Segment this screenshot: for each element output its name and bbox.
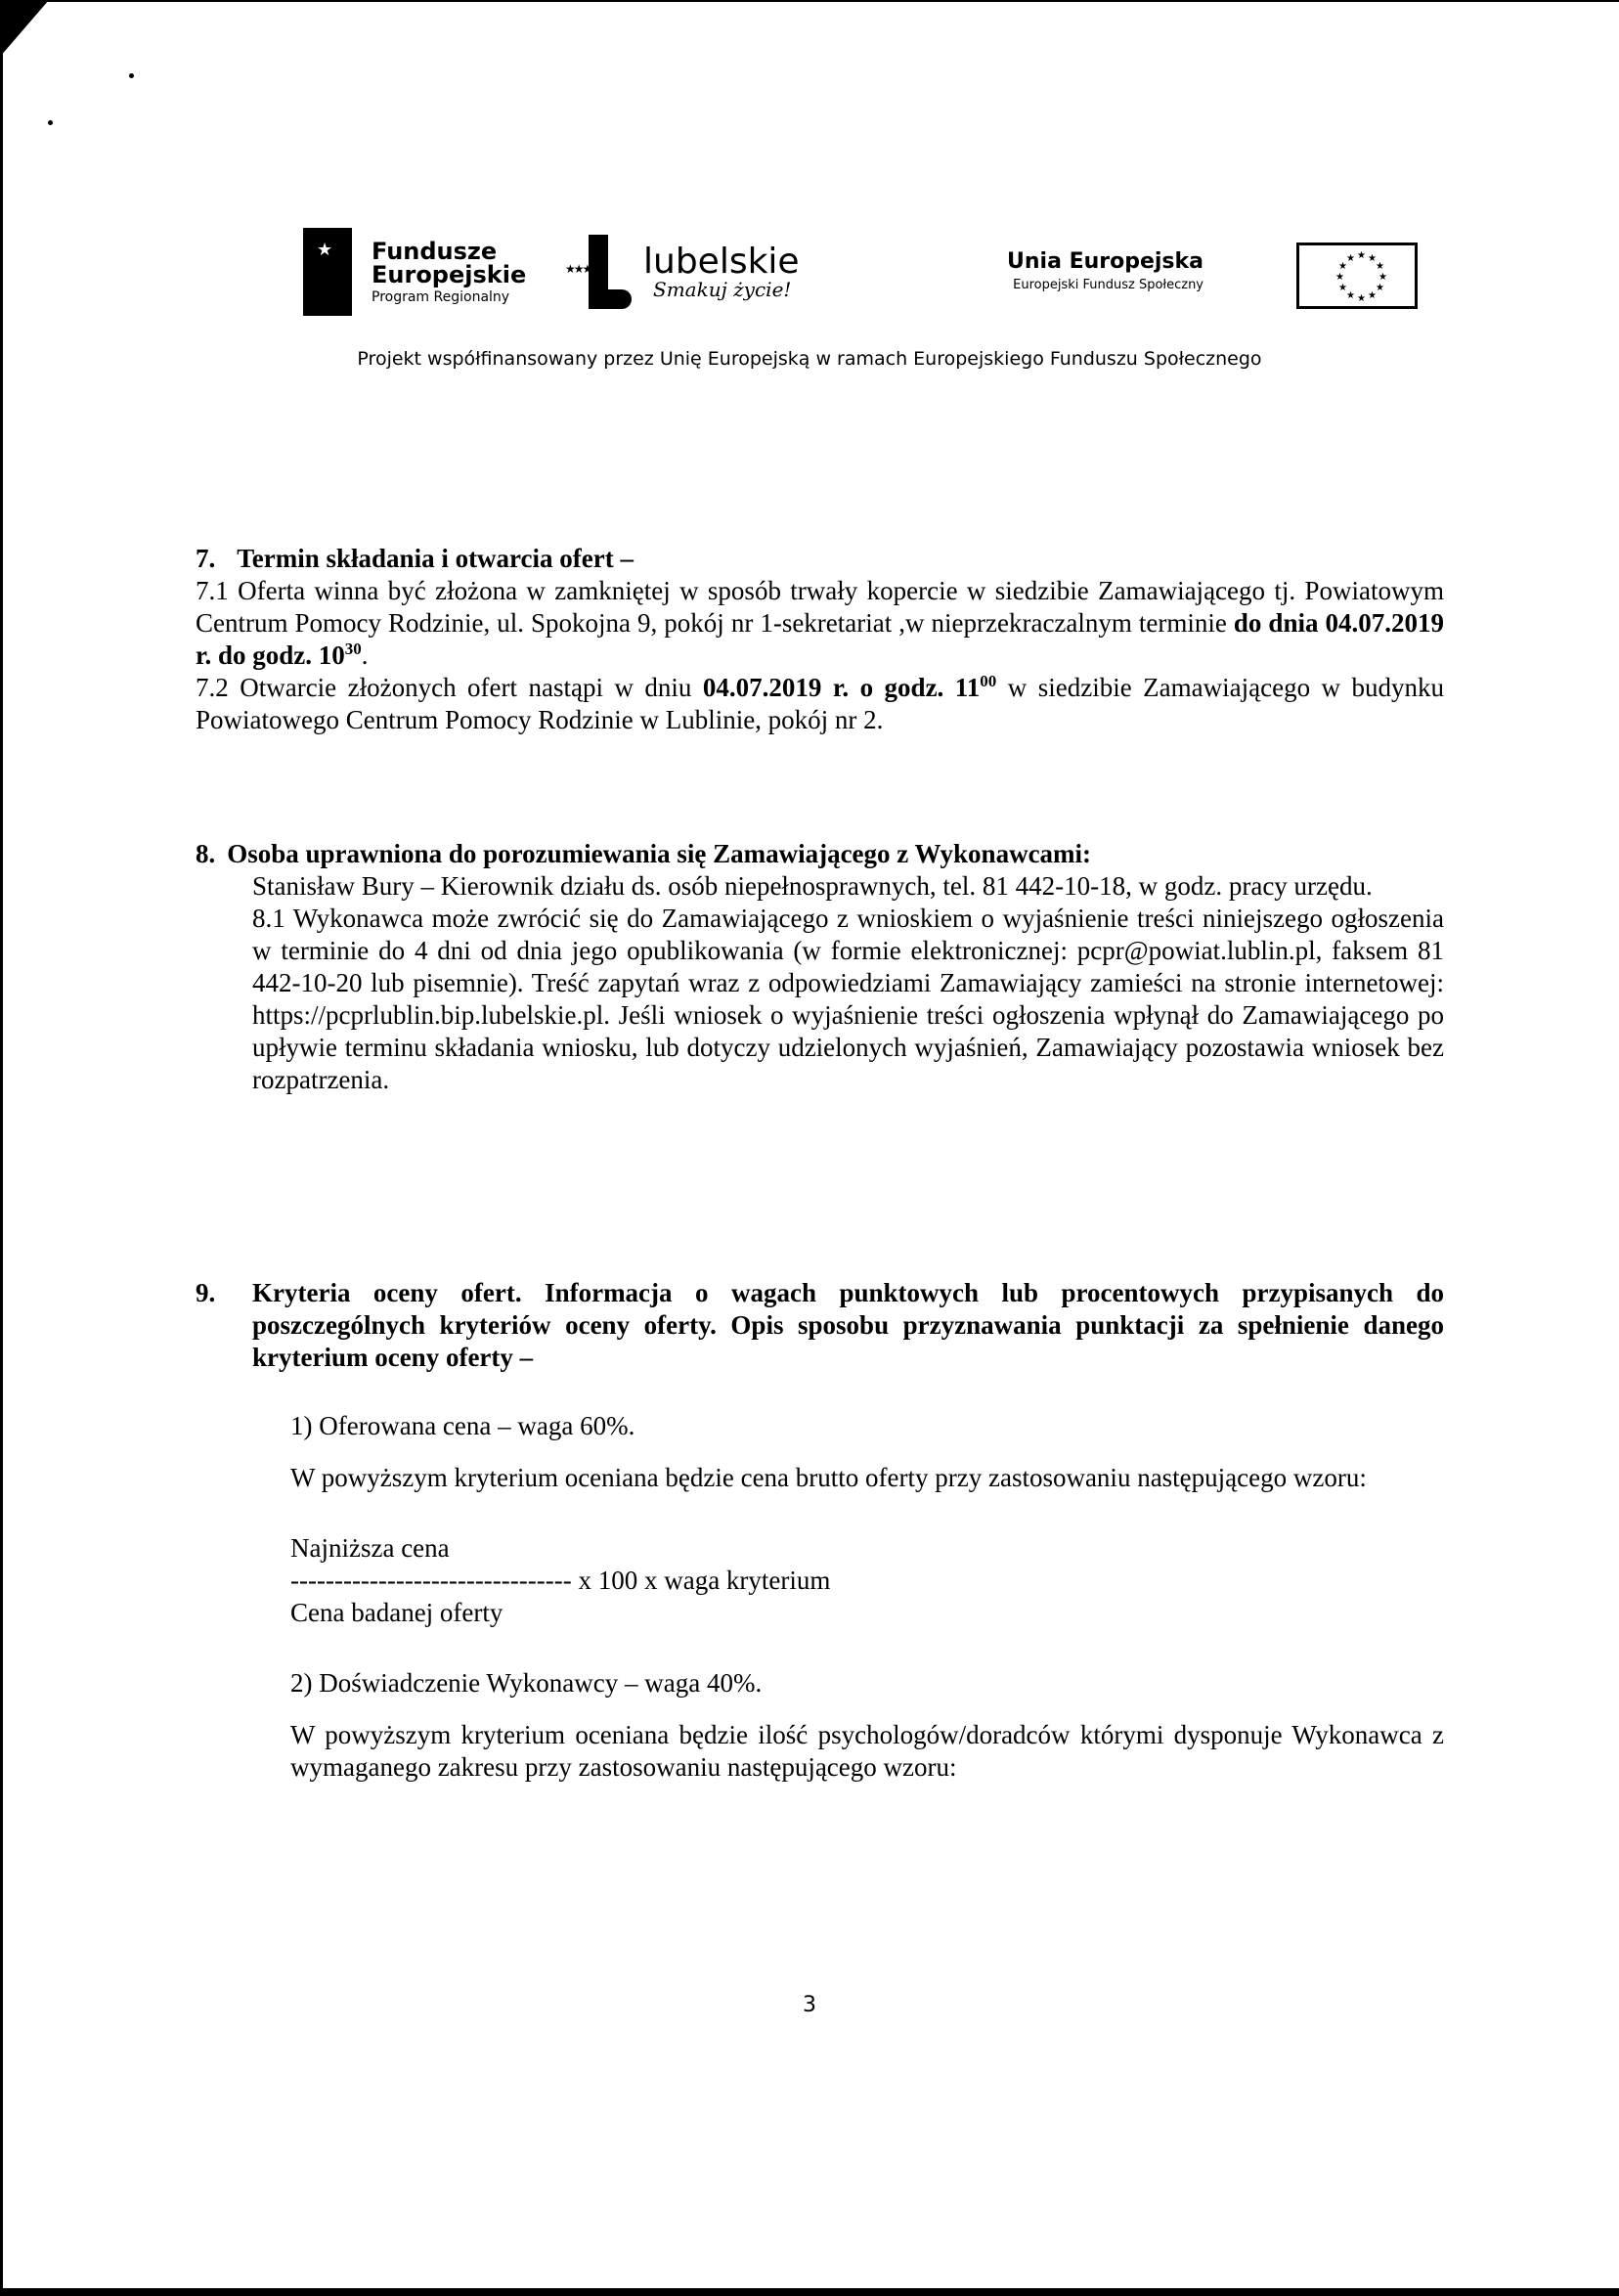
logo-fe-line1: Fundusze bbox=[372, 238, 498, 265]
scan-corner-fold bbox=[0, 0, 49, 57]
section-7-title: Termin składania i otwarcia ofert – bbox=[237, 544, 634, 573]
page-number: 3 bbox=[803, 1993, 816, 2017]
eu-star-icon: ★ bbox=[1376, 283, 1385, 293]
eu-star-icon: ★ bbox=[1337, 261, 1347, 272]
section-8-number: 8. bbox=[196, 839, 216, 868]
logo-lubelskie-line1: lubelskie bbox=[643, 242, 800, 282]
logo-lubelskie bbox=[565, 235, 800, 309]
eu-star-icon: ★ bbox=[1357, 293, 1366, 304]
section-7 bbox=[196, 543, 1444, 736]
p72-opening-minutes: 00 bbox=[980, 672, 997, 690]
eu-star-icon: ★ bbox=[1346, 252, 1355, 264]
scan-edge-bottom bbox=[0, 2288, 1619, 2296]
formula-denominator: Cena badanej oferty bbox=[290, 1598, 503, 1627]
section-8 bbox=[196, 838, 1444, 1096]
eu-star-icon: ★ bbox=[1337, 283, 1347, 293]
criterion-2: 2) Doświadczenie Wykonawcy – waga 40%. bbox=[290, 1668, 763, 1698]
criterion-1: 1) Oferowana cena – waga 60%. bbox=[290, 1411, 635, 1440]
criterion-2-description: W powyższym kryterium oceniana będzie ilość psychologów/doradców którymi dysponuje Wykonawca z wymaganego zakresu przy zastosowaniu następującego wzoru: bbox=[290, 1720, 1444, 1782]
p72-text: 7.2 Otwarcie złożonych ofert nastąpi w dniu bbox=[196, 673, 703, 702]
section-8-title: Osoba uprawniona do porozumiewania się Zamawiającego z Wykonawcami: bbox=[227, 839, 1092, 868]
criterion-1-description: W powyższym kryterium oceniana będzie cena brutto oferty przy zastosowaniu następującego wzoru: bbox=[290, 1463, 1367, 1492]
paragraph-7-2 bbox=[196, 672, 1444, 736]
eu-star-icon: ★ bbox=[1378, 272, 1387, 283]
eu-star-icon: ★ bbox=[1368, 252, 1377, 264]
section-9-number: 9. bbox=[196, 1278, 216, 1307]
eu-star-icon: ★ bbox=[1335, 272, 1344, 283]
cofinance-note: Projekt współfinansowany przez Unię Europejską w ramach Europejskiego Funduszu Społecznego bbox=[357, 348, 1262, 370]
logo-fe-line2: Europejskie bbox=[372, 261, 527, 288]
lubelskie-l-icon: ★★★ bbox=[565, 235, 634, 309]
scan-speck bbox=[129, 73, 134, 78]
p72-opening-time: 04.07.2019 r. o godz. 11 bbox=[702, 673, 981, 702]
eu-star-icon: ★ bbox=[1357, 250, 1366, 261]
logo-ue-line1: Unia Europejska bbox=[1007, 249, 1204, 274]
formula-numerator: Najniższa cena bbox=[290, 1533, 450, 1563]
logo-fe-line3: Program Regionalny bbox=[372, 289, 510, 305]
logo-unia-europejska bbox=[1007, 249, 1203, 292]
section-7-number: 7. bbox=[196, 544, 216, 573]
section-9 bbox=[196, 1277, 1444, 1784]
section-9-heading bbox=[196, 1277, 1444, 1374]
p71-deadline: do dnia 04.07.2019 r. do godz. 10 bbox=[196, 608, 1444, 670]
eu-flag-icon bbox=[1296, 243, 1418, 309]
scan-edge-left bbox=[0, 0, 3, 2296]
scan-speck bbox=[48, 120, 53, 125]
logo-fundusze-europejskie bbox=[303, 228, 526, 316]
eu-star-icon: ★ bbox=[1368, 290, 1377, 302]
p71-deadline-minutes: 30 bbox=[344, 640, 362, 658]
fe-flag-icon: ★ bbox=[303, 228, 352, 316]
eu-star-icon: ★ bbox=[1346, 290, 1355, 302]
formula-fraction-line: -------------------------------- x 100 x waga kryterium bbox=[290, 1566, 831, 1595]
section-9-title: Kryteria oceny ofert. Informacja o wagach punktowych lub procentowych przypisanych do poszczególnych kryteriów oceny oferty. Opis sposobu przyznawania punktacji za spełnienie danego kryterium oceny oferty – bbox=[252, 1278, 1444, 1372]
scan-edge-top bbox=[0, 0, 1619, 2]
eu-star-icon: ★ bbox=[1376, 261, 1385, 272]
section-7-heading bbox=[196, 543, 1444, 575]
p72-location: w siedzibie Zamawiającego w budynku Powiatowego Centrum Pomocy Rodzinie w Lublinie, pokój nr 2. bbox=[196, 673, 1445, 734]
contact-person: Stanisław Bury – Kierownik działu ds. osób niepełnosprawnych, tel. 81 442-10-18, w godz. pracy urzędu. bbox=[252, 871, 1373, 901]
paragraph-8-1: 8.1 Wykonawca może zwrócić się do Zamawiającego z wnioskiem o wyjaśnienie treści niniejszego ogłoszenia w terminie do 4 dni od dnia jego opublikowania (w formie elektronicznej: pcpr@powiat.lublin.pl, faksem 81 442-10-20 lub pisemnie). Treść zapytań wraz z odpowiedziami Zamawiający zamieści na stronie internetowej: https://pcprlublin.bip.lubelskie.pl. Jeśli wniosek o wyjaśnienie treści ogłoszenia wpłynął do Zamawiającego po upływie terminu składania wniosku, lub dotyczy udzielonych wyjaśnień, Zamawiający pozostawia wniosek bez rozpatrzenia. bbox=[252, 904, 1444, 1094]
section-8-heading bbox=[196, 838, 1444, 870]
logo-lubelskie-slogan: Smakuj życie! bbox=[653, 278, 792, 301]
logo-ue-line2: Europejski Fundusz Społeczny bbox=[1013, 278, 1204, 292]
paragraph-7-1 bbox=[196, 575, 1444, 672]
p71-end: . bbox=[361, 640, 369, 670]
p71-text: 7.1 Oferta winna być złożona w zamkniętej w sposób trwały kopercie w siedzibie Zamawiającego tj. Powiatowym Centrum Pomocy Rodzinie, ul. Spokojna 9, pokój nr 1-sekretariat ,w nieprzekraczalnym terminie bbox=[196, 576, 1444, 638]
